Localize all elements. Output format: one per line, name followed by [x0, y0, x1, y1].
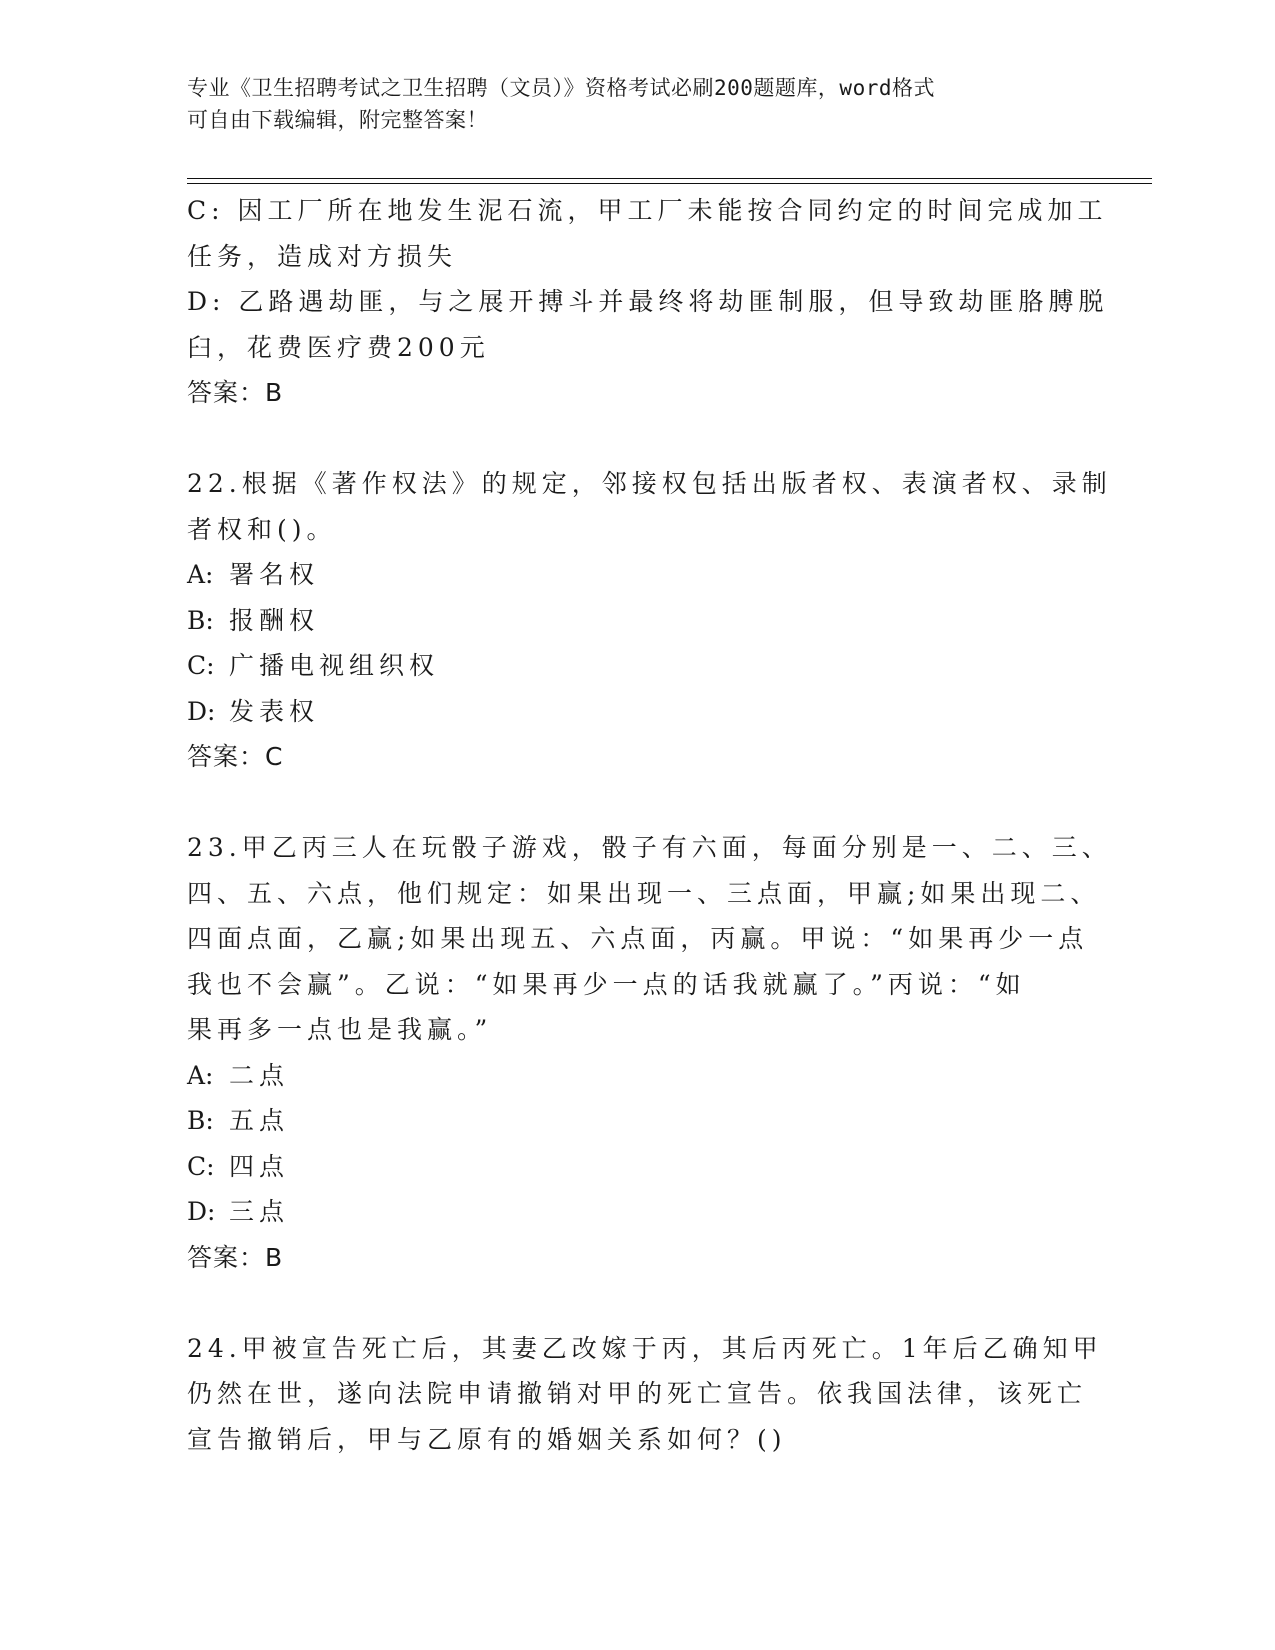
- option-text: 报酬权: [229, 605, 320, 635]
- q23-stem-line-1: 23.甲乙丙三人在玩骰子游戏，骰子有六面，每面分别是一、二、三、: [187, 833, 1112, 862]
- option-letter: C:: [187, 651, 215, 680]
- q21-answer: 答案：B: [187, 378, 284, 407]
- option-letter: B:: [187, 1106, 214, 1135]
- q22-stem-line-1: 22.根据《著作权法》的规定，邻接权包括出版者权、表演者权、录制: [187, 469, 1112, 498]
- option-letter: D:: [187, 696, 216, 726]
- q24-stem-line-2: 仍然在世，遂向法院申请撤销对甲的死亡宣告。依我国法律，该死亡: [187, 1379, 1088, 1408]
- option-letter: B:: [187, 605, 214, 635]
- q23-option-c: [187, 1144, 1067, 1190]
- option-text: 三点: [229, 1197, 290, 1226]
- question-23: [187, 825, 1112, 1280]
- q23-stem-line-2: 四、五、六点，他们规定：如果出现一、三点面，甲赢;如果出现二、: [187, 878, 1101, 908]
- q22-answer: 答案：C: [187, 742, 284, 771]
- spacer: [187, 1280, 1067, 1326]
- question-24: [187, 1326, 1103, 1463]
- option-text: 四点: [229, 1151, 290, 1181]
- option-text: 二点: [229, 1060, 290, 1090]
- q21-option-d-line-2: 臼，花费医疗费200元: [187, 332, 490, 362]
- option-text: 发表权: [229, 696, 320, 726]
- header-rule-top: [187, 178, 1152, 179]
- q21-option-c-line-1: C: 因工厂所在地发生泥石流，甲工厂未能按合同约定的时间完成加工: [187, 196, 1108, 225]
- q23-answer: 答案：B: [187, 1242, 284, 1272]
- option-text: 五点: [229, 1106, 290, 1135]
- q23-option-a: [187, 1053, 1067, 1099]
- spacer: [187, 416, 1067, 462]
- document-body: [187, 188, 1112, 1462]
- q22-option-b: [187, 598, 1067, 644]
- question-22: [187, 461, 1112, 780]
- option-text: 署名权: [229, 560, 320, 589]
- document-header: [187, 72, 1067, 136]
- option-letter: A:: [187, 560, 214, 589]
- header-rule-bottom: [187, 183, 1152, 184]
- q24-stem-line-3: 宣告撤销后，甲与乙原有的婚姻关系如何？(): [187, 1424, 787, 1454]
- option-letter: D:: [187, 1197, 216, 1226]
- header-line-2: 可自由下载编辑，附完整答案！: [187, 108, 488, 132]
- option-text: 广播电视组织权: [229, 651, 440, 680]
- question-21-tail: [187, 188, 1109, 416]
- q23-stem-line-5: 果再多一点也是我赢。”: [187, 1015, 493, 1044]
- q21-option-c-line-2: 任务，造成对方损失: [187, 241, 458, 271]
- option-letter: A:: [187, 1060, 214, 1090]
- q22-stem-line-2: 者权和()。: [187, 514, 337, 544]
- header-line-1: 专业《卫生招聘考试之卫生招聘（文员）》资格考试必刷200题题库，word格式: [187, 76, 935, 100]
- q23-stem-line-3: 四面点面，乙赢;如果出现五、六点面，丙赢。甲说：“如果再少一点: [187, 924, 1089, 953]
- q23-option-b: [187, 1098, 1067, 1144]
- q22-option-a: [187, 552, 1067, 598]
- q23-stem-line-4: 我也不会赢”。乙说：“如果再少一点的话我就赢了。”丙说：“如: [187, 969, 1026, 999]
- spacer: [187, 780, 1067, 826]
- option-letter: C:: [187, 1151, 215, 1181]
- q23-option-d: [187, 1189, 1067, 1235]
- q24-stem-line-1: 24.甲被宣告死亡后，其妻乙改嫁于丙，其后丙死亡。1年后乙确知甲: [187, 1333, 1103, 1363]
- q22-option-c: [187, 643, 1067, 689]
- q22-option-d: [187, 689, 1067, 735]
- q21-option-d-line-1: D: 乙路遇劫匪，与之展开搏斗并最终将劫匪制服，但导致劫匪胳膊脱: [187, 287, 1109, 316]
